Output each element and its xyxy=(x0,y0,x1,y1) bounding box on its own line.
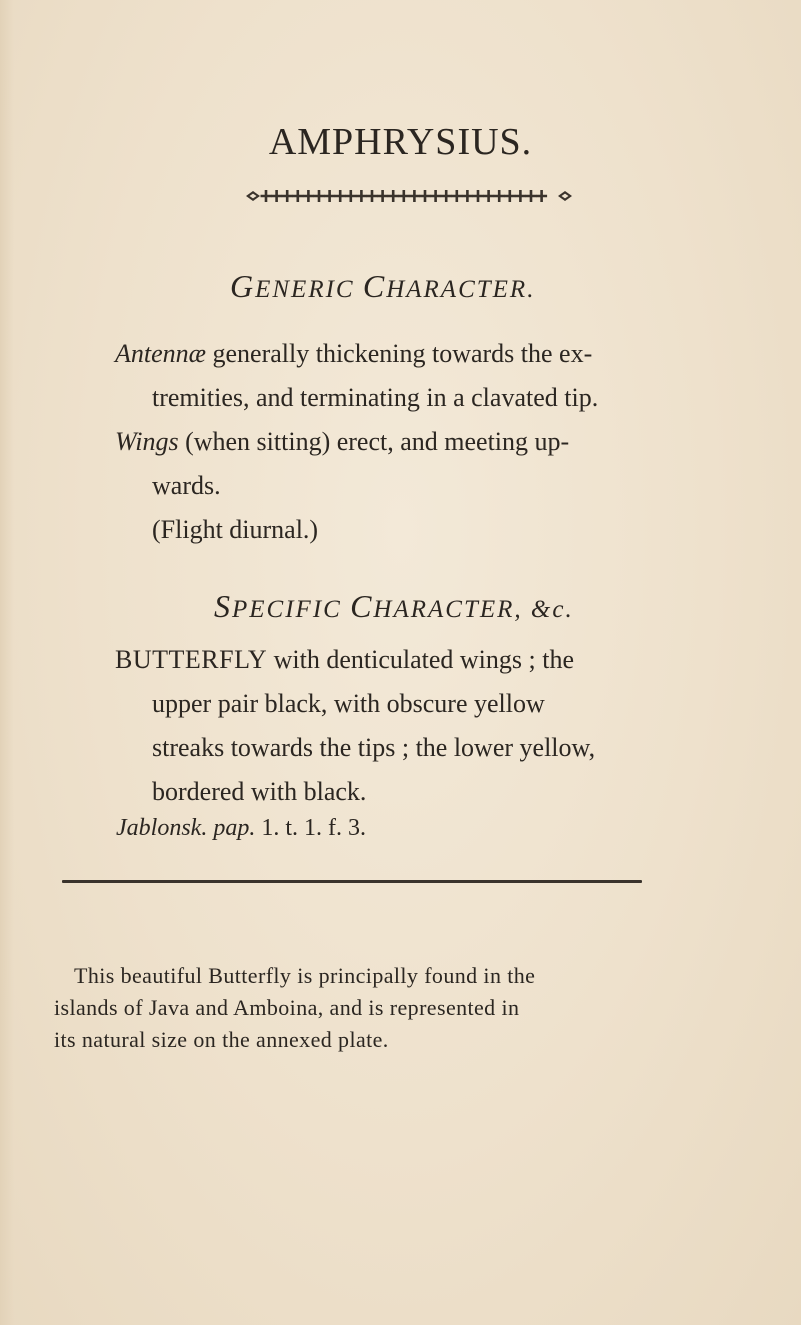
ornament-end-right xyxy=(558,191,572,201)
ornament-cross xyxy=(483,190,494,202)
heading-text: HARACTER, xyxy=(373,596,531,623)
ornament-cross xyxy=(292,190,303,202)
heading-initial: S xyxy=(214,588,232,624)
bibliographic-reference xyxy=(116,808,366,848)
wings-term: Wings xyxy=(115,427,179,456)
antennae-line xyxy=(115,332,598,376)
ornament-cross xyxy=(398,190,409,202)
section-divider-rule xyxy=(62,880,642,883)
ornament-cross xyxy=(261,190,272,202)
heading-text: ENERIC xyxy=(255,276,363,303)
wings-line-2: wards. xyxy=(152,471,221,500)
species-caps: BUTTERFLY xyxy=(115,645,268,674)
wings-line xyxy=(115,420,598,464)
ornament-cross xyxy=(271,190,282,202)
ornament-cross xyxy=(324,190,335,202)
note-line-1: This beautiful Butterfly is principally found in the xyxy=(74,963,536,988)
specific-character-heading xyxy=(214,590,574,626)
ornament-cross xyxy=(536,190,547,202)
heading-initial: G xyxy=(230,268,256,304)
ornament-cross xyxy=(420,190,431,202)
heading-text: PECIFIC xyxy=(232,596,351,623)
description-line-2: upper pair black, with obscure yellow xyxy=(152,689,545,718)
ornament-cross xyxy=(515,190,526,202)
descriptive-note xyxy=(54,960,535,1056)
note-line-3: its natural size on the annexed plate. xyxy=(54,1027,389,1052)
ornament-cross xyxy=(314,190,325,202)
decorative-ornament-band xyxy=(246,188,572,204)
specific-character-description xyxy=(115,638,595,814)
ornament-cross xyxy=(377,190,388,202)
ornament-cross xyxy=(494,190,505,202)
antennae-text: generally thickening towards the ex- xyxy=(206,339,593,368)
page-gutter-shadow xyxy=(0,0,14,1325)
ornament-cross xyxy=(367,190,378,202)
page-title: AMPHRYSIUS. xyxy=(268,121,533,163)
heading-initial: C xyxy=(362,268,387,304)
reference-citation: 1. t. 1. f. 3. xyxy=(255,815,366,841)
wings-text: (when sitting) erect, and meeting up- xyxy=(178,427,570,456)
heading-etc: &c. xyxy=(530,596,574,623)
antennae-line-2: tremities, and terminating in a clavated tip. xyxy=(152,383,599,412)
heading-text: HARACTER. xyxy=(386,276,536,303)
ornament-cross xyxy=(303,190,314,202)
heading-initial: C xyxy=(350,588,374,624)
ornament-cross xyxy=(345,190,356,202)
generic-character-description xyxy=(115,332,598,552)
ornament-cross xyxy=(409,190,420,202)
description-text: with denticulated wings ; the xyxy=(267,645,575,674)
generic-character-heading xyxy=(230,270,535,306)
ornament-cross xyxy=(388,190,399,202)
ornament-cross xyxy=(441,190,452,202)
antennae-term: Antennæ xyxy=(115,339,206,368)
ornament-cross xyxy=(430,190,441,202)
description-line-4: bordered with black. xyxy=(152,777,367,806)
ornament-cross xyxy=(451,190,462,202)
ornament-cross xyxy=(473,190,484,202)
flight-note: (Flight diurnal.) xyxy=(152,515,319,544)
ornament-cross xyxy=(462,190,473,202)
reference-author: Jablonsk. pap. xyxy=(116,815,256,841)
note-line-2: islands of Java and Amboina, and is represented in xyxy=(54,995,520,1020)
ornament-cross xyxy=(335,190,346,202)
ornament-end-left xyxy=(246,191,260,201)
description-line-3: streaks towards the tips ; the lower yellow, xyxy=(152,733,596,762)
ornament-cross xyxy=(504,190,515,202)
ornament-cross xyxy=(356,190,367,202)
description-line-1 xyxy=(115,638,595,682)
ornament-cross xyxy=(282,190,293,202)
ornament-cross xyxy=(526,190,537,202)
